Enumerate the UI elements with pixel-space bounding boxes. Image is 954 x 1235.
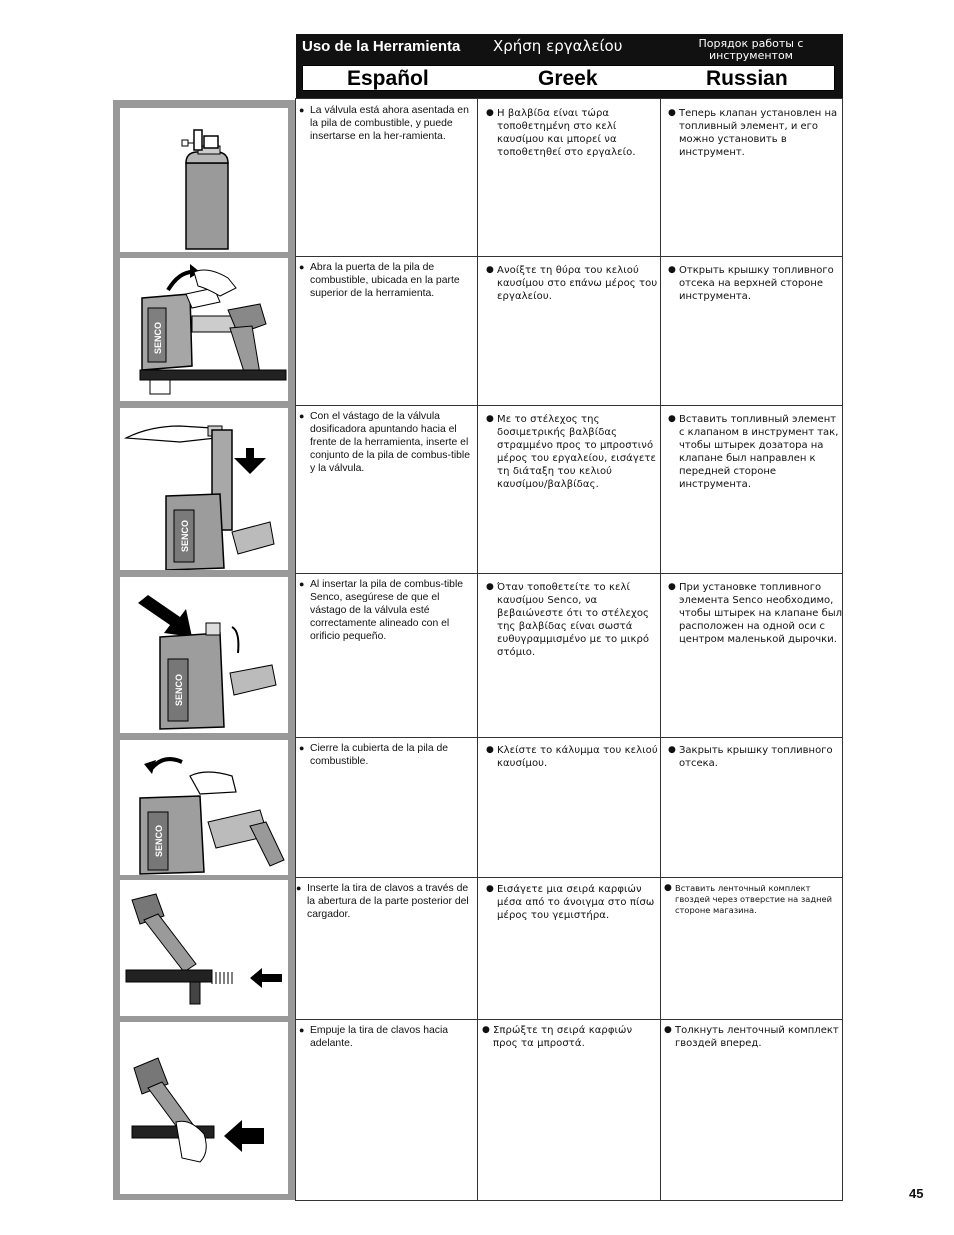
row-text: Με το στέλεχος της δοσιμετρικής βαλβίδας στραμμένο προς το μπροστινό μέρος του εργαλείου, εισάγετε τη διάταξη του κελιού καυσίμου/βαλβίδας. xyxy=(497,414,656,490)
row-text: Cierre la cubierta de la pila de combustible. xyxy=(310,743,449,767)
row-divider xyxy=(296,256,842,257)
brand-logo: SENCO xyxy=(153,321,163,355)
table-row-4-gr: ● Όταν τοποθετείτε το κελί καυσίμου Senco, να βεβαιώνεστε ότι το στέλεχος της βαλβίδας είναι σωστά ευθυγραμμισμένο με το μικρό στόμιο. xyxy=(486,582,650,658)
language-spanish: Español xyxy=(347,67,429,90)
table-row-4-es: ● Al insertar la pila de combus-tible Senco, asegúrese de que el vástago de la válvula esté correctamente alineado con el orificio pequeño. xyxy=(299,579,464,642)
row-text: Σπρώξτε τη σειρά καρφιών προς τα μπροστά. xyxy=(493,1025,633,1049)
table-row-1-es: ● La válvula está ahora asentada en la pila de combustible, y puede insertarse en la her-ramienta. xyxy=(299,105,469,142)
row-text: La válvula está ahora asentada en la pila de combustible, y puede insertarse en la her-ramienta. xyxy=(310,105,469,142)
table-row-3-es: ● Con el vástago de la válvula dosificadora apuntando hacia el frente de la herramienta, inserte el conjunto de la pila de combus-tible y la válvula. xyxy=(299,411,470,474)
illustration-insert-nail-strip xyxy=(120,880,288,1016)
row-text: Όταν τοποθετείτε το κελί καυσίμου Senco, να βεβαιώνεστε ότι το στέλεχος της βαλβίδας είναι σωστά ευθυγραμμισμένο με το μικρό στόμιο. xyxy=(497,582,650,658)
row-text: Вставить топливный элемент с клапаном в инструмент так, чтобы штырек дозатора на клапане был направлен к передней стороне инструмента. xyxy=(679,414,839,490)
brand-logo: SENCO xyxy=(154,824,164,858)
illustration-insert-fuel-cell xyxy=(120,408,288,570)
illustration-close-cover xyxy=(120,740,288,875)
row-text: Abra la puerta de la pila de combustible, ubicada en la parte superior de la herramienta. xyxy=(310,262,460,299)
subtitle-russian: Порядок работы с инструментом xyxy=(698,37,804,62)
illustration-align-valve xyxy=(120,577,288,733)
table-row-3-ru: ● Вставить топливный элемент с клапаном в инструмент так, чтобы штырек дозатора на клапане был направлен к передней стороне инструмента. xyxy=(668,414,839,490)
illustration-open-fuel-door xyxy=(120,258,288,401)
subtitle-greek: Χρήση εργαλείου xyxy=(493,37,623,55)
row-divider xyxy=(296,737,842,738)
row-text: Con el vástago de la válvula dosificadora apuntando hacia el frente de la herramienta, inserte el conjunto de la pila de combus-tible y la válvula. xyxy=(310,411,470,474)
page-number: 45 xyxy=(909,1186,924,1201)
table-row-1-ru: ● Теперь клапан установлен на топливный элемент, и его можно установить в инструмент. xyxy=(668,108,838,158)
row-text: Толкнуть ленточный комплект гвоздей вперед. xyxy=(675,1025,839,1049)
row-text: Теперь клапан установлен на топливный элемент, и его можно установить в инструмент. xyxy=(679,108,838,158)
table-row-7-ru: ● Толкнуть ленточный комплект гвоздей вперед. xyxy=(664,1025,839,1049)
brand-logo: SENCO xyxy=(180,519,190,553)
illustration-fuel-cell-valve xyxy=(120,108,288,252)
language-greek: Greek xyxy=(538,67,598,90)
row-text: Inserte la tira de clavos a través de la abertura de la parte posterior del cargador. xyxy=(307,883,469,920)
row-text: Вставить ленточный комплект гвоздей через отверстие на задней стороне магазина. xyxy=(675,883,833,915)
row-divider xyxy=(296,877,842,878)
table-row-2-es: ● Abra la puerta de la pila de combustible, ubicada en la parte superior de la herramienta. xyxy=(299,262,460,299)
table-row-5-gr: ● Κλείστε το κάλυμμα του κελιού καυσίμου. xyxy=(486,745,658,769)
table-row-6-es: ● Inserte la tira de clavos a través de la abertura de la parte posterior del cargador. xyxy=(296,883,469,920)
table-row-4-ru: ● При установке топливного элемента Senco необходимо, чтобы штырек на клапане был расположен на одной оси с центром маленькой дырочки. xyxy=(668,582,843,645)
row-divider xyxy=(296,405,842,406)
row-divider xyxy=(296,573,842,574)
table-row-2-ru: ● Открыть крышку топливного отсека на верхней стороне инструмента. xyxy=(668,265,834,302)
table-row-2-gr: ● Ανοίξτε τη θύρα του κελιού καυσίμου στο επάνω μέρος του εργαλείου. xyxy=(486,265,658,302)
row-text: Открыть крышку топливного отсека на верхней стороне инструмента. xyxy=(679,265,834,302)
table-row-7-gr: ● Σπρώξτε τη σειρά καρφιών προς τα μπροστά. xyxy=(482,1025,633,1049)
language-russian: Russian xyxy=(706,67,788,90)
row-text: Al insertar la pila de combus-tible Senco, asegúrese de que el vástago de la válvula esté correctamente alineado con el orificio pequeño. xyxy=(310,579,464,642)
table-row-5-ru: ● Закрыть крышку топливного отсека. xyxy=(668,745,833,769)
column-divider xyxy=(477,99,478,1200)
brand-logo: SENCO xyxy=(174,673,184,707)
row-text: При установке топливного элемента Senco необходимо, чтобы штырек на клапане был расположен на одной оси с центром маленькой дырочки. xyxy=(679,582,843,645)
row-text: Εισάγετε μια σειρά καρφιών μέσα από το άνοιγμα στο πίσω μέρος του γεμιστήρα. xyxy=(497,884,655,921)
instruction-table xyxy=(295,98,843,1201)
table-row-1-gr: ● Η βαλβίδα είναι τώρα τοποθετημένη στο κελί καυσίμου και μπορεί να τοποθετηθεί στο εργαλείο. xyxy=(486,108,636,158)
row-text: Закрыть крышку топливного отсека. xyxy=(679,745,833,769)
subtitle-spanish: Uso de la Herramienta xyxy=(302,38,461,55)
illustration-push-nail-strip xyxy=(120,1022,288,1194)
row-divider xyxy=(296,1019,842,1020)
table-row-6-ru: ● Вставить ленточный комплект гвоздей через отверстие на задней стороне магазина. xyxy=(664,883,833,915)
row-text: Κλείστε το κάλυμμα του κελιού καυσίμου. xyxy=(497,745,658,769)
illustration-column xyxy=(113,100,295,1200)
row-text: Empuje la tira de clavos hacia adelante. xyxy=(310,1025,449,1049)
header-banner xyxy=(296,34,843,98)
table-row-6-gr: ● Εισάγετε μια σειρά καρφιών μέσα από το άνοιγμα στο πίσω μέρος του γεμιστήρα. xyxy=(486,884,655,921)
row-text: Η βαλβίδα είναι τώρα τοποθετημένη στο κελί καυσίμου και μπορεί να τοποθετηθεί στο εργαλείο. xyxy=(497,108,636,158)
table-row-7-es: ● Empuje la tira de clavos hacia adelante. xyxy=(299,1025,449,1049)
table-row-3-gr: ● Με το στέλεχος της δοσιμετρικής βαλβίδας στραμμένο προς το μπροστινό μέρος του εργαλείου, εισάγετε τη διάταξη του κελιού καυσίμου/βαλβίδας. xyxy=(486,414,656,490)
language-bar xyxy=(302,65,835,91)
row-text: Ανοίξτε τη θύρα του κελιού καυσίμου στο επάνω μέρος του εργαλείου. xyxy=(497,265,658,302)
table-row-5-es: ● Cierre la cubierta de la pila de combustible. xyxy=(299,743,449,767)
